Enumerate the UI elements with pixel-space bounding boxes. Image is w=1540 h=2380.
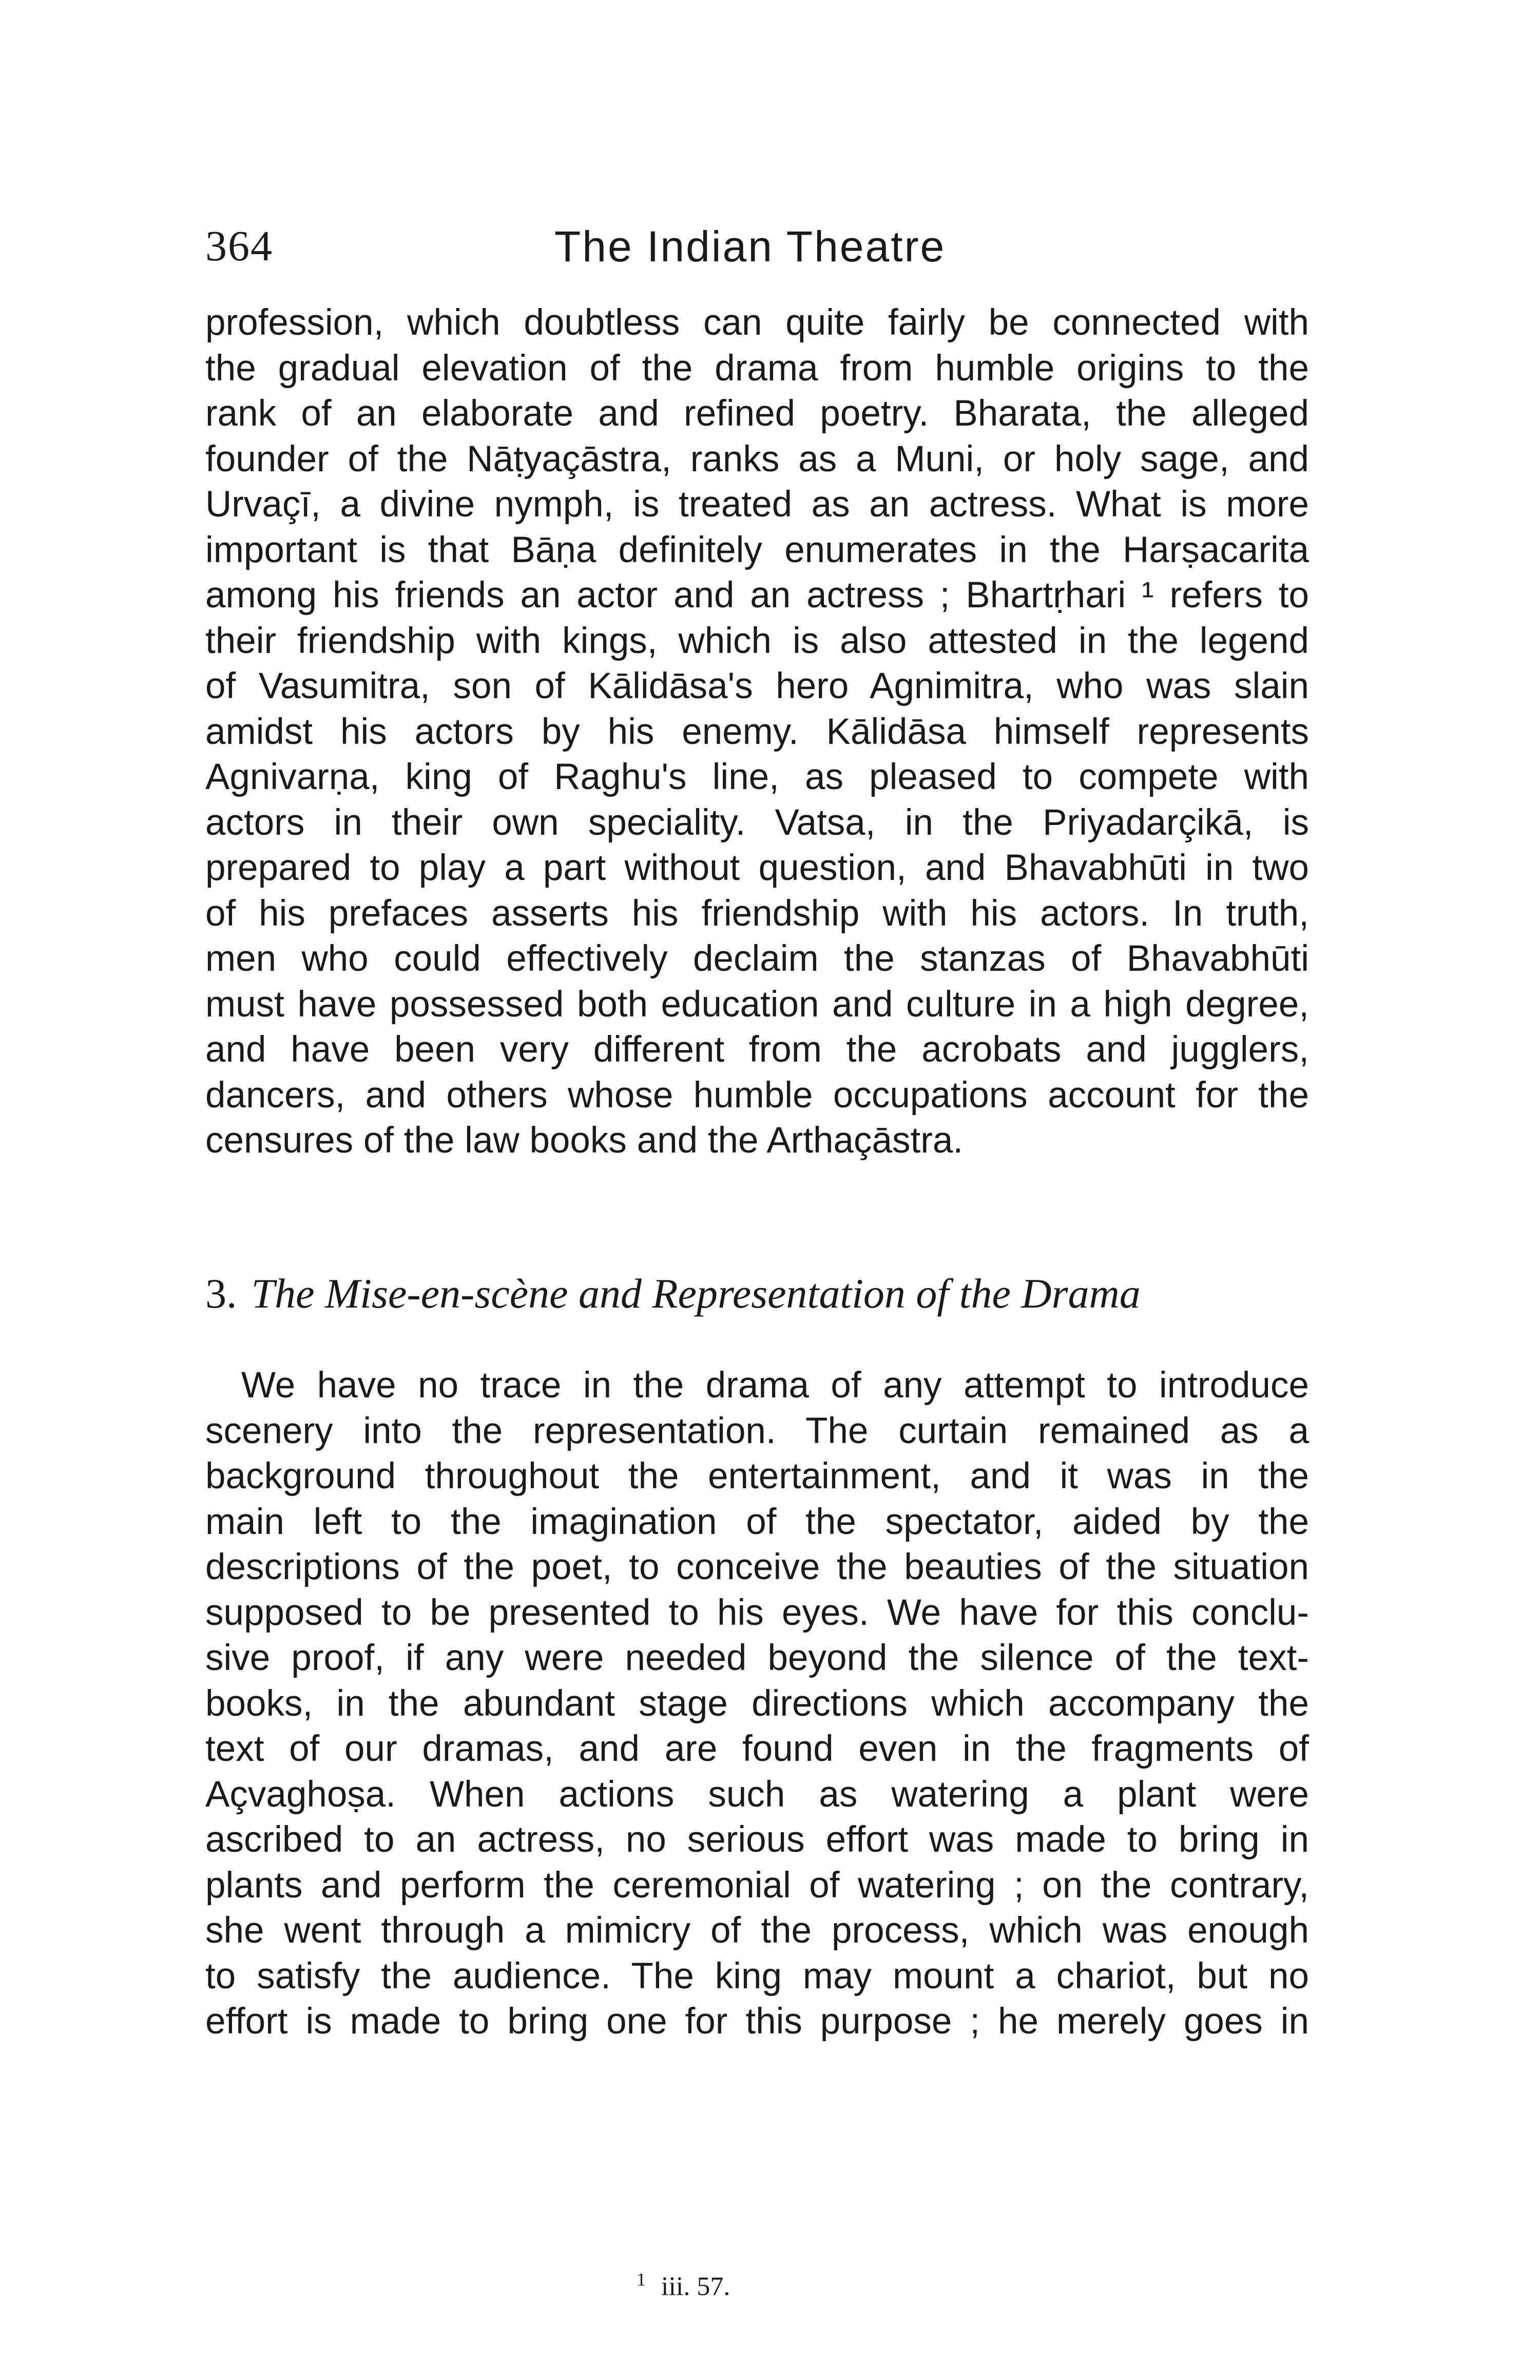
text-line: prepared to play a part without question, and Bhavabhūti in two bbox=[205, 848, 1309, 888]
text-line: plants and perform the ceremonial of watering ; on the contrary, bbox=[205, 1865, 1309, 1906]
text-line: must have possessed both education and culture in a high degree, bbox=[205, 984, 1309, 1025]
text-line: background throughout the entertainment, and it was in the bbox=[205, 1456, 1309, 1496]
page-number: 364 bbox=[205, 222, 273, 270]
text-line: important is that Bāṇa definitely enumerates in the Harṣacarita bbox=[205, 529, 1309, 570]
paragraph-2 bbox=[205, 1363, 1309, 2045]
text-line: of Vasumitra, son of Kālidāsa's hero Agnimitra, who was slain bbox=[205, 666, 1309, 706]
text-line: Açvaghoṣa. When actions such as watering a plant were bbox=[205, 1774, 1309, 1815]
text-line: men who could effectively declaim the stanzas of Bhavabhūti bbox=[205, 938, 1309, 979]
text-line: of his prefaces asserts his friendship with his actors. In truth, bbox=[205, 893, 1309, 934]
footnote-mark: 1 bbox=[637, 2269, 646, 2290]
text-line: she went through a mimicry of the process, which was enough bbox=[205, 1910, 1309, 1951]
text-line: sive proof, if any were needed beyond the silence of the text- bbox=[205, 1638, 1309, 1678]
text-line: amidst his actors by his enemy. Kālidāsa himself represents bbox=[205, 711, 1309, 752]
paragraph-1 bbox=[205, 300, 1309, 1164]
text-line: descriptions of the poet, to conceive the beauties of the situation bbox=[205, 1547, 1309, 1587]
text-line: rank of an elaborate and refined poetry. Bharata, the alleged bbox=[205, 393, 1309, 434]
running-title: The Indian Theatre bbox=[554, 222, 946, 271]
text-line: and have been very different from the acrobats and jugglers, bbox=[205, 1029, 1309, 1070]
text-line: ascribed to an actress, no serious effort was made to bring in bbox=[205, 1819, 1309, 1860]
text-line: Urvaçī, a divine nymph, is treated as an actress. What is more bbox=[205, 484, 1309, 525]
text-line: scenery into the representation. The curtain remained as a bbox=[205, 1410, 1309, 1451]
text-line: main left to the imagination of the spectator, aided by the bbox=[205, 1501, 1309, 1542]
text-line: text of our dramas, and are found even in the fragments of bbox=[205, 1729, 1309, 1769]
text-line: censures of the law books and the Arthaçāstra. bbox=[205, 1120, 964, 1161]
text-line: dancers, and others whose humble occupations account for the bbox=[205, 1074, 1309, 1116]
text-line: founder of the Nāṭyaçāstra, ranks as a Muni, or holy sage, and bbox=[205, 438, 1309, 479]
section-title: The Mise-en-scène and Representation of the Drama bbox=[251, 1270, 1141, 1317]
text-line: books, in the abundant stage directions which accompany the bbox=[205, 1683, 1309, 1724]
text-line: actors in their own speciality. Vatsa, in the Priyadarçikā, is bbox=[205, 802, 1309, 843]
text-line: to satisfy the audience. The king may mount a chariot, but no bbox=[205, 1955, 1309, 1997]
section-number: 3. bbox=[205, 1270, 237, 1317]
text-line: We have no trace in the drama of any attempt to introduce bbox=[241, 1365, 1309, 1406]
text-line: supposed to be presented to his eyes. We have for this conclu- bbox=[205, 1592, 1309, 1633]
text-line: Agnivarṇa, king of Raghu's line, as pleased to compete with bbox=[205, 757, 1309, 797]
text-line: profession, which doubtless can quite fairly be connected with bbox=[205, 302, 1309, 343]
text-line: their friendship with kings, which is also attested in the legend bbox=[205, 620, 1309, 661]
text-line: among his friends an actor and an actress ; Bhartṛhari ¹ refers to bbox=[205, 575, 1309, 616]
text-line: effort is made to bring one for this purpose ; he merely goes in bbox=[205, 2001, 1309, 2042]
footnote bbox=[637, 2259, 730, 2307]
section-heading bbox=[205, 1263, 1309, 1325]
text-line: the gradual elevation of the drama from humble origins to the bbox=[205, 348, 1309, 389]
page-header bbox=[205, 216, 1309, 277]
footnote-text: iii. 57. bbox=[661, 2272, 730, 2301]
